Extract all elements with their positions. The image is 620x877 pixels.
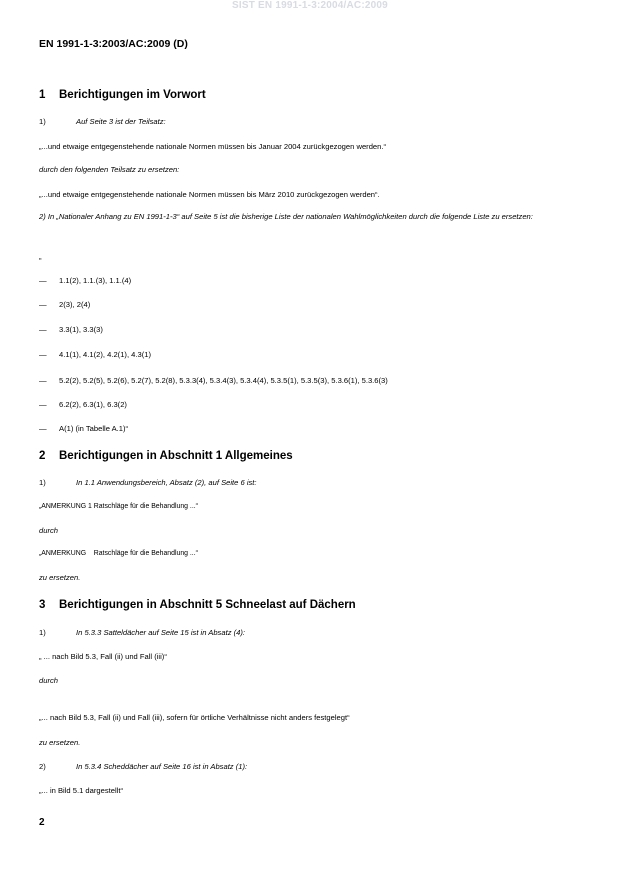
list-item: — 2(3), 2(4): [39, 300, 91, 309]
item-number: 1): [39, 478, 46, 487]
quote-old-2: „... in Bild 5.1 dargestellt“: [39, 786, 123, 795]
durch-label: durch: [39, 526, 58, 535]
dash: —: [39, 300, 47, 309]
item-number: 1): [39, 117, 46, 126]
list-item: — 3.3(1), 3.3(3): [39, 325, 103, 334]
list-item: — A(1) (in Tabelle A.1)“: [39, 424, 129, 433]
document-id: EN 1991-1-3:2003/AC:2009 (D): [39, 38, 188, 50]
quote-old: „ANMERKUNG 1 Ratschläge für die Behandlung ...“: [39, 503, 198, 510]
open-quote: „: [39, 252, 42, 261]
item-number: 1): [39, 628, 46, 637]
list-item: — 5.2(2), 5.2(5), 5.2(6), 5.2(7), 5.2(8), 5.3.3(4), 5.3.4(3), 5.3.4(4), 5.3.5(1), 5.3.5(3), 5.3.6(1), 5.3.6(3): [39, 376, 388, 385]
dash: —: [39, 276, 47, 285]
section-number: 2: [39, 450, 46, 462]
section-title: Berichtigungen in Abschnitt 5 Schneelast auf Dächern: [59, 599, 356, 611]
list-item: — 1.1(2), 1.1.(3), 1.1.(4): [39, 276, 132, 285]
section-title: Berichtigungen in Abschnitt 1 Allgemeines: [59, 450, 293, 462]
quote-new: „ANMERKUNG Ratschläge für die Behandlung ...“: [39, 550, 198, 557]
section-title: Berichtigungen im Vorwort: [59, 89, 206, 101]
item-text: In 5.3.3 Satteldächer auf Seite 15 ist in Absatz (4):: [76, 628, 245, 637]
dash: —: [39, 400, 47, 409]
quote-new: „...und etwaige entgegenstehende nationale Normen müssen bis März 2010 zurückgezogen werden“.: [39, 190, 380, 199]
section-1-item-1: [39, 117, 166, 126]
durch-label: durch: [39, 676, 58, 685]
section-2-heading: [39, 450, 293, 462]
zu-ersetzen-label: zu ersetzen.: [39, 573, 81, 582]
section-3-item-2: [39, 762, 247, 771]
section-3-item-1: [39, 628, 245, 637]
section-number: 1: [39, 89, 46, 101]
quote-old: „...und etwaige entgegenstehende nationale Normen müssen bis Januar 2004 zurückgezogen werden.“: [39, 142, 387, 151]
item-number: 2): [39, 762, 46, 771]
replace-label: durch den folgenden Teilsatz zu ersetzen:: [39, 165, 180, 174]
list-item: — 6.2(2), 6.3(1), 6.3(2): [39, 400, 127, 409]
dash: —: [39, 376, 47, 385]
item-text: Auf Seite 3 ist der Teilsatz:: [76, 117, 166, 126]
section-3-heading: [39, 599, 356, 611]
section-2-item-1: [39, 478, 257, 487]
watermark: SIST EN 1991-1-3:2004/AC:2009: [232, 0, 388, 11]
quote-old: „ ... nach Bild 5.3, Fall (ii) und Fall (iii)“: [39, 652, 167, 661]
section-1-item-2: 2) In „Nationaler Anhang zu EN 1991-1-3“ auf Seite 5 ist die bisherige Liste der nationalen Wahlmöglichkeiten durch die folgende Liste zu ersetzen:: [39, 212, 533, 221]
section-number: 3: [39, 599, 46, 611]
section-1-heading: [39, 89, 206, 101]
list-item: — 4.1(1), 4.1(2), 4.2(1), 4.3(1): [39, 350, 152, 359]
dash: —: [39, 325, 47, 334]
page-number: 2: [39, 817, 45, 828]
item-text: In 1.1 Anwendungsbereich, Absatz (2), auf Seite 6 ist:: [76, 478, 257, 487]
zu-ersetzen-label: zu ersetzen.: [39, 738, 81, 747]
quote-new: „... nach Bild 5.3, Fall (ii) und Fall (iii), sofern für örtliche Verhältnisse nicht anders festgelegt“: [39, 713, 350, 722]
dash: —: [39, 424, 47, 433]
item-text: In 5.3.4 Scheddächer auf Seite 16 ist in Absatz (1):: [76, 762, 248, 771]
dash: —: [39, 350, 47, 359]
